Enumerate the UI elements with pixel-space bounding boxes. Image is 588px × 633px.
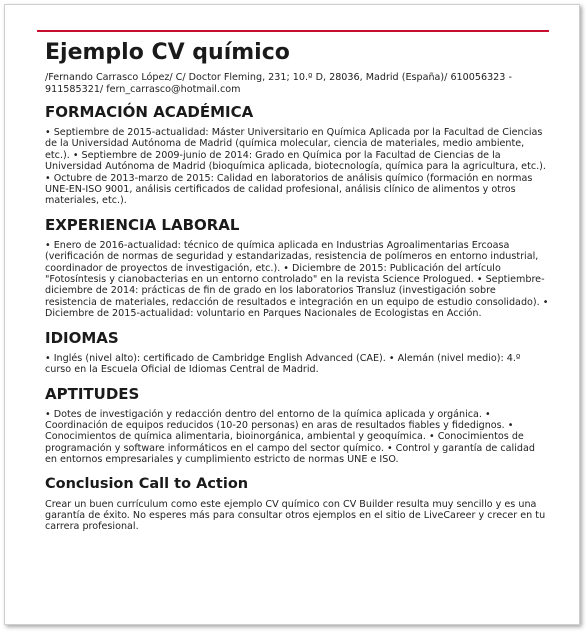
cv-content <box>45 38 549 541</box>
section-aptitudes <box>45 384 549 466</box>
section-body: • Septiembre de 2015-actualidad: Máster Universitario en Química Aplicada por la Facultad de Ciencias de la Universidad Autónoma de Madrid (química molecular, ciencia de materiales, medio ambiente, etc.). • Septiembre de 2009-junio de 2014: Grado en Química por la Facultad de Ciencias de la Universidad Autónoma de Madrid (bioquímica aplicada, biotecnología, química para la agricultura, etc.). • Octubre de 2013-marzo de 2015: Calidad en laboratorios de análisis químico (formación en normas UNE-EN-ISO 9001, análisis certificados de calidad profesional, análisis clínico de alimentos y otros materiales, etc.). <box>45 127 546 207</box>
section-title: FORMACIÓN ACADÉMICA <box>45 103 254 121</box>
section-body: • Dotes de investigación y redacción dentro del entorno de la química aplicada y orgánica. • Coordinación de equipos reducidos (10-20 personas) en aras de resultados fiables y fidedignos. • Conocimientos de química alimentaria, bioinorgánica, ambiental y geoquímica. • Conocimientos de programación y software informáticos en el campo del sector químico. • Control y garantía de calidad en entornos empresariales y cumplimiento estricto de normas UNE e ISO. <box>45 408 535 466</box>
cv-page <box>4 4 580 625</box>
section-title: Conclusion Call to Action <box>45 475 249 492</box>
section-body: • Enero de 2016-actualidad: técnico de química aplicada en Industrias Agroalimentarias Ercoasa (verificación de normas de seguridad y estandarizadas, resistencia de polímeros en entorno industrial, coordinador de proyectos de investigación, etc.). • Diciembre de 2015: Publicación del artículo "Fotosíntesis y cianobacterias en un entorno controlado" en la revista Science Prologued. • Septiembre-diciembre de 2014: prácticas de fin de grado en los laboratorios Transluz (investigación sobre resistencia de materiales, redacción de resultados e integración en un equipo de estudio consolidado). • Diciembre de 2015-actualidad: voluntario en Parques Nacionales de Ecologistas en Acción. <box>45 239 549 320</box>
section-title: APTITUDES <box>45 384 140 403</box>
contact-info: /Fernando Carrasco López/ C/ Doctor Fleming, 231; 10.º D, 28036, Madrid (España)/ 610056323 - 911585321/ fern_carrasco@hotmail.com <box>45 72 512 95</box>
section-title: IDIOMAS <box>45 328 119 347</box>
section-conclusion-call-to-action <box>45 474 549 533</box>
section-experiencia-laboral <box>45 215 549 320</box>
section-title: EXPERIENCIA LABORAL <box>45 215 240 234</box>
section-body: Crear un buen currículum como este ejemplo CV químico con CV Builder resulta muy sencillo y es una garantía de éxito. No esperes más para consultar otros ejemplos en el sitio de LiveCareer y crecer en tu carrera profesional. <box>45 498 546 533</box>
section-idiomas <box>45 328 549 376</box>
section-formacion-academica <box>45 102 549 207</box>
section-body: • Inglés (nivel alto): certificado de Cambridge English Advanced (CAE). • Alemán (nivel medio): 4.º curso en la Escuela Oficial de Idiomas Central de Madrid. <box>45 352 521 376</box>
cv-title: Ejemplo CV químico <box>45 40 290 65</box>
top-accent-rule <box>37 30 549 32</box>
